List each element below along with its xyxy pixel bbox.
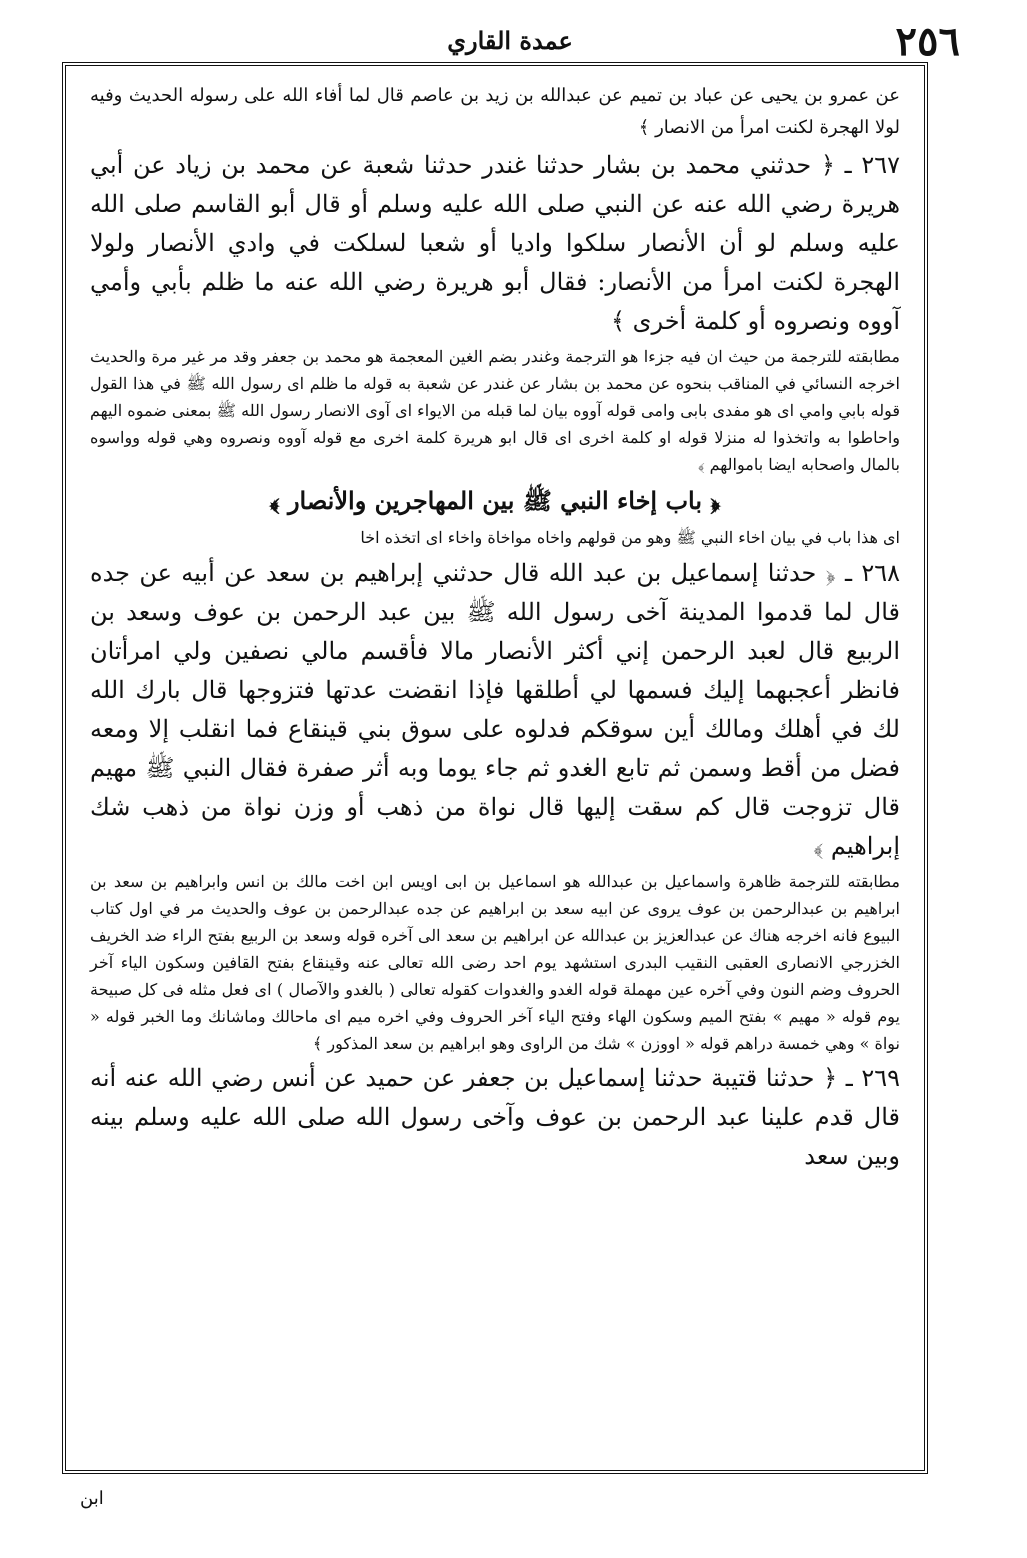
catchword: ابن: [80, 1488, 104, 1509]
running-title: عمدة القاري: [447, 26, 573, 55]
page-header: [60, 18, 960, 68]
chapter-heading: ﴿ باب إخاء النبي ﷺ بين المهاجرين والأنصار ﴾: [269, 486, 721, 515]
hadith-267: ٢٦٧ ـ ﴿ حدثني محمد بن بشار حدثنا غندر حدثنا شعبة عن محمد بن زياد عن أبي هريرة رضي الله عنه عن النبي صلى الله عليه وسلم أو قال أبو القاسم صلى الله عليه وسلم لو أن الأنصار سلكوا واديا أو شعبا لسلكت في وادي الأنصار ولولا الهجرة لكنت امرأ من الأنصار: فقال أبو هريرة رضي الله عنه ما ظلم بأبي وأمي آووه ونصروه أو كلمة أخرى ﴾: [90, 151, 900, 335]
page-number: ٢٥٦: [895, 18, 960, 65]
page-content: [90, 80, 900, 1176]
commentary-267: مطابقته للترجمة من حيث ان فيه جزءا هو الترجمة وغندر بضم الغين المعجمة هو محمد بن جعفر وقد مر غير مرة والحديث اخرجه النسائي في المناقب بنحوه عن محمد بن بشار عن غندر عن شعبة به قوله ما ظلم اى رسول الله ﷺ في هذا القول قوله بابي وامي اى هو مفدى بابى وامى قوله آووه بيان لما قبله من الايواء اى آوى الانصار رسول الله ﷺ بمعنى ضموه اليهم واحاطوا به واتخذوا له منزلا قوله او كلمة اخرى اى قال ابو هريرة كلمة اخرى مع قوله آووه ونصروه وهي قوله وواسوه بالمال واصحابه ايضا باموالهم ﴾: [90, 347, 901, 474]
chapter-explanation: اى هذا باب في بيان اخاء النبي ﷺ وهو من قولهم واخاه مواخاة واخاء اى اتخذه اخا: [360, 528, 900, 547]
text-frame: [62, 62, 928, 1474]
hadith-269: ٢٦٩ ـ ﴿ حدثنا قتيبة حدثنا إسماعيل بن جعفر عن حميد عن أنس رضي الله عنه أنه قال قدم علينا عبد الرحمن بن عوف وآخى رسول الله صلى الله عليه وسلم بينه وبين سعد: [90, 1064, 901, 1170]
hadith-268: ٢٦٨ ـ ﴿ حدثنا إسماعيل بن عبد الله قال حدثني إبراهيم بن سعد عن أبيه عن جده قال لما قدموا المدينة آخى رسول الله ﷺ بين عبد الرحمن بن عوف وسعد بن الربيع قال لعبد الرحمن إني أكثر الأنصار مالا فأقسم مالي نصفين ولي امرأتان فانظر أعجبهما إليك فسمها لي أطلقها فإذا انقضت عدتها فتزوجها قال بارك الله لك في أهلك ومالك أين سوقكم فدلوه على سوق بني قينقاع فما انقلب إلا ومعه فضل من أقط وسمن ثم تابع الغدو ثم جاء يوما وبه أثر صفرة فقال النبي ﷺ مهيم قال تزوجت قال كم سقت إليها قال نواة من ذهب أو وزن نواة من ذهب شك إبراهيم ﴾: [90, 559, 901, 860]
opening-paragraph: عن عمرو بن يحيى عن عباد بن تميم عن عبدالله بن زيد بن عاصم قال لما أفاء الله على رسوله الحديث وفيه لولا الهجرة لكنت امرأ من الانصار ﴾: [90, 85, 900, 138]
commentary-268: مطابقته للترجمة ظاهرة واسماعيل بن عبدالله هو اسماعيل بن ابى اويس ابن اخت مالك بن انس وابراهيم بن سعد بن ابراهيم بن عبدالرحمن بن عوف يروى عن ابيه سعد بن ابراهيم عن جده عبدالرحمن بن عوف والحديث مر في اول كتاب البيوع فانه اخرجه هناك عن عبدالعزيز بن عبدالله عن ابراهيم بن سعد الى آخره قوله وسعد بن الربيع بفتح الراء ضد الخريف الخزرجي الانصارى العقبى النقيب البدرى استشهد يوم احد رضى الله تعالى عنه وقينقاع بفتح القافين وسكون الياء آخر الحروف وضم النون وفي آخره عين مهملة قوله الغدو والغدوات كقوله تعالى ( بالغدو والآصال ) اى فعل مثله فى كل صبيحة يوم قوله « مهيم » بفتح الميم وسكون الهاء وفتح الياء آخر الحروف وفي اخره ميم اى ماحالك وماشانك وما الخبر قوله « نواة » وهي خمسة دراهم قوله « اووزن » شك من الراوى وهو ابراهيم بن سعد المذكور ﴾: [90, 872, 901, 1053]
